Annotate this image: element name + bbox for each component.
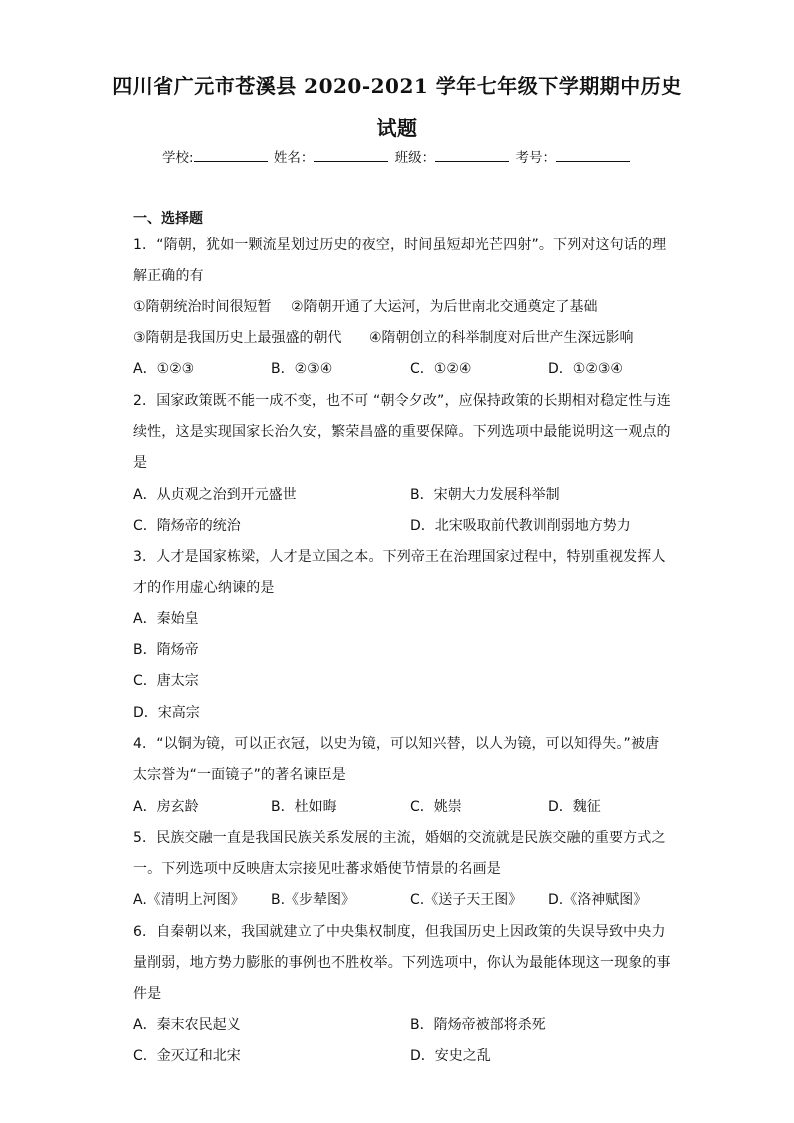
question-1-option-d[interactable]: D．①②③④: [548, 361, 623, 377]
question-1-line-2: 解正确的有: [133, 268, 204, 284]
question-1-option-b[interactable]: B．②③④: [271, 361, 333, 377]
school-label: 学校:: [162, 150, 194, 166]
question-6-line-1: 6．自秦朝以来，我国就建立了中央集权制度，但我国历史上因政策的失误导致中央力: [133, 924, 666, 940]
question-6-option-c[interactable]: C．金灭辽和北宋: [133, 1048, 241, 1064]
question-6-option-d[interactable]: D．安史之乱: [410, 1048, 491, 1064]
number-label: 考号：: [515, 150, 556, 166]
school-blank[interactable]: [194, 147, 268, 162]
question-2-option-d[interactable]: D．北宋吸取前代教训削弱地方势力: [410, 518, 631, 534]
question-2-line-2: 续性，这是实现国家长治久安，繁荣昌盛的重要保障。下列选项中最能说明这一观点的: [133, 424, 671, 440]
question-1-line-1: 1．“隋朝，犹如一颗流星划过历史的夜空，时间虽短却光芒四射”。下列对这句话的理: [133, 237, 667, 253]
section-heading: 一、选择题: [133, 211, 203, 227]
number-blank[interactable]: [556, 147, 630, 162]
question-3-option-b[interactable]: B．隋炀帝: [133, 642, 199, 658]
question-3-option-c[interactable]: C．唐太宗: [133, 673, 199, 689]
question-5-option-a[interactable]: A.《清明上河图》: [133, 892, 245, 908]
question-6-option-b[interactable]: B．隋炀帝被部将杀死: [410, 1017, 546, 1033]
name-label: 姓名：: [273, 150, 315, 166]
question-1-option-c[interactable]: C．①②④: [410, 361, 472, 377]
question-1-statement-4: ④隋朝创立的科举制度对后世产生深远影响: [369, 330, 634, 346]
question-1-option-a[interactable]: A．①②③: [133, 361, 195, 377]
question-3-line-2: 才的作用虚心纳谏的是: [133, 580, 275, 596]
question-6-option-a[interactable]: A．秦末农民起义: [133, 1017, 241, 1033]
student-info-row: [162, 146, 632, 166]
question-2-line-1: 2．国家政策既不能一成不变，也不可 “朝令夕改”，应保持政策的长期相对稳定性与连: [133, 393, 671, 409]
question-5-line-1: 5．民族交融一直是我国民族关系发展的主流，婚姻的交流就是民族交融的重要方式之: [133, 830, 666, 846]
page-title-line-1: 四川省广元市苍溪县 2020-2021 学年七年级下学期期中历史: [112, 74, 682, 98]
question-1-statement-1: ①隋朝统治时间很短暂: [133, 299, 272, 315]
question-3-line-1: 3．人才是国家栋梁，人才是立国之本。下列帝王在治理国家过程中，特别重视发挥人: [133, 549, 666, 565]
question-6-line-3: 件是: [133, 986, 162, 1002]
class-label: 班级：: [394, 150, 436, 166]
question-2-option-b[interactable]: B．宋朝大力发展科举制: [410, 487, 560, 503]
page-title-line-2: 试题: [376, 116, 418, 140]
question-2-option-a[interactable]: A．从贞观之治到开元盛世: [133, 487, 297, 503]
question-4-option-d[interactable]: D．魏征: [548, 799, 601, 815]
question-4-line-2: 太宗誉为“一面镜子”的著名谏臣是: [133, 767, 346, 783]
question-4-line-1: 4．“以铜为镜，可以正衣冠，以史为镜，可以知兴替，以人为镜，可以知得失。”被唐: [133, 736, 660, 752]
question-2-option-c[interactable]: C．隋炀帝的统治: [133, 518, 241, 534]
question-5-option-c[interactable]: C.《送子天王图》: [410, 892, 523, 908]
question-4-option-a[interactable]: A．房玄龄: [133, 799, 199, 815]
question-1-statement-2: ②隋朝开通了大运河，为后世南北交通奠定了基础: [291, 299, 598, 315]
question-3-option-d[interactable]: D．宋高宗: [133, 705, 200, 721]
question-4-option-b[interactable]: B．杜如晦: [271, 799, 337, 815]
question-6-line-2: 量削弱，地方势力膨胀的事例也不胜枚举。下列选项中，你认为最能体现这一现象的事: [133, 955, 671, 971]
class-blank[interactable]: [435, 147, 509, 162]
question-5-option-b[interactable]: B.《步辇图》: [271, 892, 356, 908]
question-1-statement-3: ③隋朝是我国历史上最强盛的朝代: [133, 330, 342, 346]
question-5-option-d[interactable]: D.《洛神赋图》: [548, 892, 648, 908]
question-5-line-2: 一。下列选项中反映唐太宗接见吐蕃求婚使节情景的名画是: [133, 861, 501, 877]
question-2-line-3: 是: [133, 455, 148, 471]
question-3-option-a[interactable]: A．秦始皇: [133, 611, 199, 627]
question-4-option-c[interactable]: C．姚崇: [410, 799, 462, 815]
name-blank[interactable]: [314, 147, 388, 162]
